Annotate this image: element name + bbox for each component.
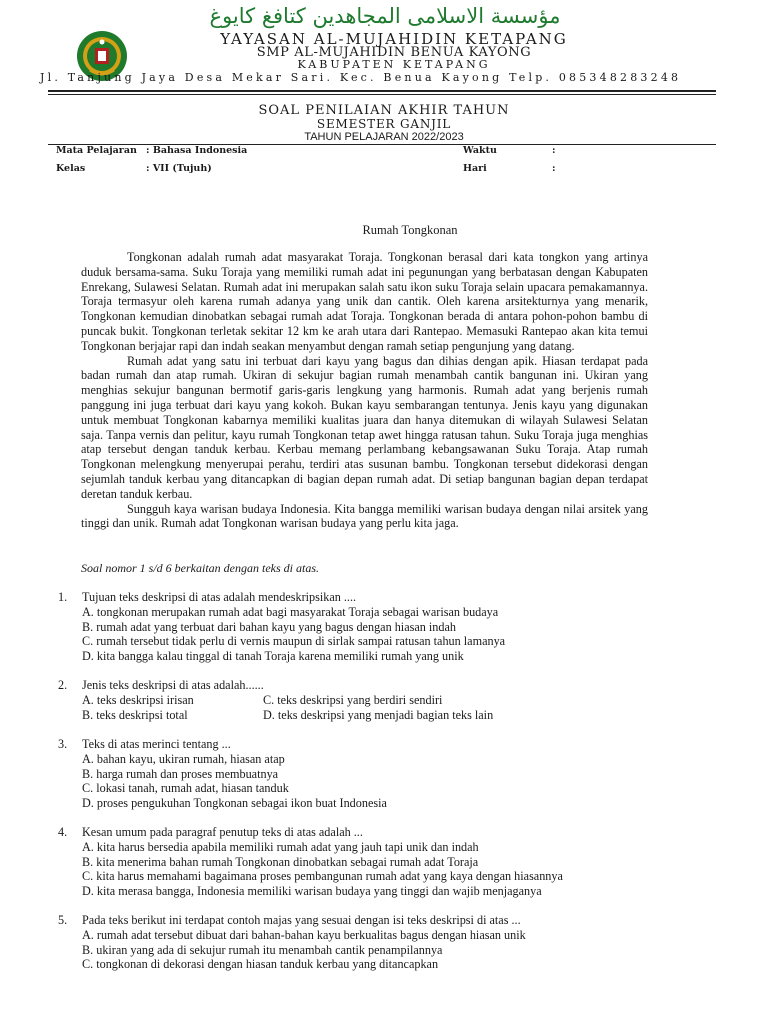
option-b[interactable]: B. rumah adat yang terbuat dari bahan kayu yang bagus dengan hiasan indah bbox=[82, 619, 456, 634]
option-a[interactable]: A. kita harus bersedia apabila memiliki rumah adat yang jauh tapi unik dan indah bbox=[82, 839, 479, 854]
question-4 bbox=[58, 825, 698, 899]
question-text: Kesan umum pada paragraf penutup teks di atas adalah ... bbox=[82, 825, 363, 839]
option-a[interactable]: A. tongkonan merupakan rumah adat bagi masyarakat Toraja sebagai warisan budaya bbox=[82, 604, 499, 619]
question-text: Pada teks berikut ini terdapat contoh majas yang sesuai dengan isi teks deskripsi di atas ... bbox=[82, 913, 521, 927]
class-value: : VII (Tujuh) bbox=[146, 163, 212, 174]
option-c[interactable]: C. lokasi tanah, rumah adat, hiasan tanduk bbox=[82, 781, 289, 796]
question-stem bbox=[58, 590, 698, 605]
option-row bbox=[58, 708, 698, 723]
day-label: Hari bbox=[463, 163, 487, 174]
option-b[interactable]: B. teks deskripsi total bbox=[82, 707, 188, 722]
arabic-foundation-name: مؤسسة الاسلامى المجاهدين كتافغ كايوغ bbox=[209, 4, 561, 28]
option-d[interactable]: D. kita merasa bangga, Indonesia memiliki warisan budaya yang tinggi dan wajib menjaganya bbox=[82, 884, 542, 899]
option-a[interactable]: A. rumah adat tersebut dibuat dari bahan-bahan kayu berkualitas bagus dengan hiasan unik bbox=[82, 927, 526, 942]
time-colon: : bbox=[552, 145, 556, 156]
foundation-name: YAYASAN AL-MUJAHIDIN KETAPANG bbox=[220, 30, 568, 48]
question-stem bbox=[58, 678, 698, 693]
option-a[interactable]: A. bahan kayu, ukiran rumah, hiasan atap bbox=[82, 751, 285, 766]
question-number: 1. bbox=[58, 590, 68, 604]
question-stem bbox=[58, 825, 698, 840]
reading-passage bbox=[81, 250, 648, 531]
question-number: 2. bbox=[58, 678, 68, 692]
question-text: Jenis teks deskripsi di atas adalah...... bbox=[82, 678, 264, 692]
letterhead-divider bbox=[48, 90, 716, 92]
question-2 bbox=[58, 678, 698, 722]
time-label: Waktu bbox=[463, 145, 497, 156]
question-number: 3. bbox=[58, 737, 68, 751]
exam-title: SOAL PENILAIAN AKHIR TAHUN bbox=[258, 103, 510, 118]
question-stem bbox=[58, 737, 698, 752]
subject-value: : Bahasa Indonesia bbox=[146, 145, 248, 156]
question-text: Tujuan teks deskripsi di atas adalah mendeskripsikan .... bbox=[82, 590, 357, 604]
option-c[interactable]: C. rumah tersebut tidak perlu di vernis maupun di sirlak sampai ratusan tahun lamanya bbox=[82, 634, 506, 649]
question-text: Teks di atas merinci tentang ... bbox=[82, 737, 231, 751]
question-1 bbox=[58, 590, 698, 664]
option-b[interactable]: B. kita menerima bahan rumah Tongkonan dinobatkan sebagai rumah adat Toraja bbox=[82, 854, 479, 869]
option-c[interactable]: C. tongkonan di dekorasi dengan hiasan tanduk kerbau yang ditancapkan bbox=[82, 957, 439, 972]
option-d[interactable]: D. teks deskripsi yang menjadi bagian teks lain bbox=[263, 707, 494, 722]
option-a[interactable]: A. teks deskripsi irisan bbox=[82, 692, 194, 707]
option-c[interactable]: C. kita harus memahami bagaimana proses pembangunan rumah adat yang kaya dengan hiasannya bbox=[82, 869, 563, 884]
regency-name: KABUPATEN KETAPANG bbox=[297, 58, 491, 71]
option-d[interactable]: D. proses pengukuhan Tongkonan sebagai ikon buat Indonesia bbox=[82, 796, 387, 811]
day-colon: : bbox=[552, 163, 556, 174]
class-label: Kelas bbox=[56, 163, 86, 174]
question-3 bbox=[58, 737, 698, 811]
letterhead-divider-thin bbox=[48, 94, 716, 95]
question-stem bbox=[58, 913, 698, 928]
paragraph-3: Sungguh kaya warisan budaya Indonesia. Kita bangga memiliki warisan budaya dengan nilai arsitek yang tinggi dan unik. Rumah adat Tongkonan warisan budaya yang perlu kita jaga. bbox=[81, 501, 648, 531]
school-address: Jl. Tanjung Jaya Desa Mekar Sari. Kec. Benua Kayong Telp. 085348283248 bbox=[40, 71, 682, 84]
reading-title: Rumah Tongkonan bbox=[362, 223, 458, 237]
option-d[interactable]: D. kita bangga kalau tinggal di tanah Toraja karena memiliki rumah yang unik bbox=[82, 649, 464, 664]
question-number: 4. bbox=[58, 825, 68, 839]
paragraph-2: Rumah adat yang satu ini terbuat dari kayu yang bagus dan dihias dengan apik. Hiasan terdapat pada badan rumah dan atap rumah. Ukiran di sekujur bagian rumah menambah cantik bangunan ini. Ukiran yang menghias sekujur bangunan bermotif garis-garis lengkung yang harmonis. Rumah adat yang berjenis rumah panggung ini juga terbuat dari kayu yang kokoh. Bukan kayu sembarangan tentunya. Jenis kayu yang digunakan untuk membuat Tongkonan kabarnya memiliki kualitas juara dan hanya ditemukan di wilayah Sulawesi Selatan saja. Tanpa vernis dan pelitur, kayu rumah Tongkonan tetap awet hingga ratusan tahun. Suku Toraja juga menghias atap tersebut dengan tanduk kerbau. Kerbau memang perlambang kebangsawanan Suku Toraja. Atap rumah Tongkonan melengkung menyerupai perahu, terdiri atas susunan bambu. Tongkonan tersebut didekorasi dengan sejumlah tanduk kerbau yang ditancapkan di bagian depan rumah adat. Di setiap bangunan bagian depan terdapat deretan tanduk kerbau. bbox=[81, 353, 648, 501]
option-c[interactable]: C. teks deskripsi yang berdiri sendiri bbox=[263, 692, 443, 707]
question-5 bbox=[58, 913, 698, 972]
exam-semester: SEMESTER GANJIL bbox=[316, 117, 452, 131]
reading-note: Soal nomor 1 s/d 6 berkaitan dengan teks di atas. bbox=[81, 561, 319, 575]
school-name: SMP AL-MUJAHIDIN BENUA KAYONG bbox=[256, 45, 532, 60]
option-b[interactable]: B. harga rumah dan proses membuatnya bbox=[82, 766, 279, 781]
paragraph-1: Tongkonan adalah rumah adat masyarakat Toraja. Tongkonan berasal dari kata tongkon yang artinya duduk bersama-sama. Suku Toraja yang memiliki rumah adat ini pegunungan yang berbatasan dengan Kabupaten Enrekang, Sulawesi Selatan. Rumah adat ini merupakan salah satu ikon suku Toraja selain upacara pemakamannya. Toraja termasyur oleh karena rumah adanya yang unik dan cantik. Oleh karena arsitekturnya yang menarik, Tongkonan kemudian dinobatkan sebagai rumah adat Toraja. Tongkonan berada di antara pohon-pohon bambu di puncak bukit. Tongkonan terletak sekitar 12 km ke arah utara dari Rantepao. Memasuki Rantepao akan kita temui Tongkonan berjajar rapi dan indah seakan menyambut dengan ramah setiap pengunjung yang datang. bbox=[81, 250, 648, 353]
question-number: 5. bbox=[58, 913, 68, 927]
subject-label: Mata Pelajaran bbox=[56, 145, 137, 156]
exam-year: TAHUN PELAJARAN 2022/2023 bbox=[304, 131, 464, 143]
option-b[interactable]: B. ukiran yang ada di sekujur rumah itu menambah cantik penampilannya bbox=[82, 942, 443, 957]
option-row bbox=[58, 693, 698, 708]
